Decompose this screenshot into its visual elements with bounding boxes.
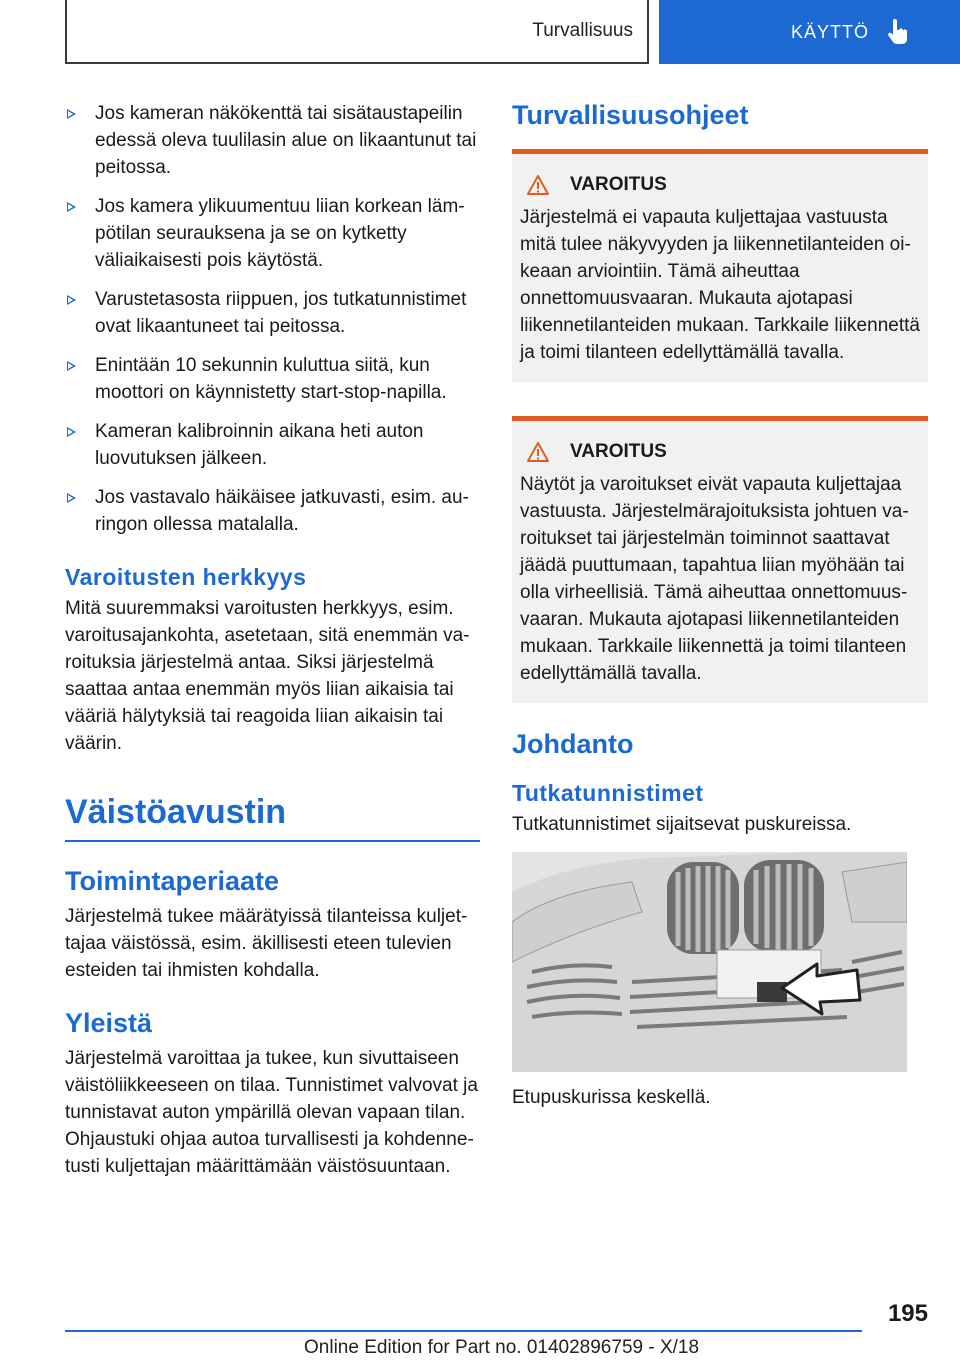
list-item: Varustetasosta riippuen, jos tutkatunnistimet ovat likaantuneet tai peitossa. [65, 286, 480, 340]
warning-title: VAROITUS [570, 174, 667, 195]
warning-text: Järjestelmä ei vapauta kuljettajaa vastuusta mitä tulee näkyvyyden ja liikennetilanteiden oikeaan arviointiin. Tämä aiheuttaa onnettomuusvaaran. Mukauta ajotapasi liikennetilanteiden mukaan. Tarkkaile liikennettä ja toimi tilanteen edellyttämällä tavalla. [520, 207, 920, 363]
main-heading: Väistöavustin [65, 793, 287, 831]
triangle-bullet-icon [67, 202, 76, 212]
condition-list [65, 100, 480, 538]
warning-text: Näytöt ja varoitukset eivät vapauta kuljettajaa vastuusta. Järjestelmärajoituksista johtuen varoitukset tai järjestelmän toiminnot saattavat jäädä puuttumaan, tapahtua liian myöhään tai olla virheellisiä. Tämä aiheuttaa onnettomuusvaaran. Mukauta ajotapasi liikennetilanteiden mukaan. Tarkkaile liikennettä ja toimi tilanteen edellyttämällä tavalla. [520, 474, 909, 684]
triangle-bullet-icon [67, 427, 76, 437]
sensitivity-text: Mitä suuremmaksi varoitusten herkkyys, esim. varoitusajankohta, asetetaan, sitä enemmän varoituksia järjestelmä antaa. Siksi järjestelmä saattaa antaa enemmän myös liian aikaisia tai vääriä hälytyksiä tai reagoida liian aikaisin tai väärin. [65, 598, 470, 754]
footer-rule [65, 1330, 862, 1332]
grille-left [667, 862, 739, 954]
section-tab [65, 0, 649, 64]
radar-heading: Tutkatunnistimet [512, 780, 704, 806]
triangle-bullet-icon [67, 295, 76, 305]
triangle-bullet-icon [67, 361, 76, 371]
warning-icon [526, 174, 550, 196]
image-caption: Etupuskurissa keskellä. [512, 1087, 711, 1108]
general-text: Järjestelmä varoittaa ja tukee, kun sivuttaiseen väistöliikkeeseen on tilaa. Tunnistimet valvovat ja tunnistavat auton ympärillä olevan vapaan tilan. Ohjaustuki ohjaa autoa turvallisesti ja kohdennetusti kuljettajan määrittämään väistösuuntaan. [65, 1048, 478, 1177]
list-item: Kameran kalibroinnin aikana heti auton luovutuksen jälkeen. [65, 418, 480, 472]
intro-heading: Johdanto [512, 729, 634, 759]
general-heading: Yleistä [65, 1008, 153, 1038]
footer-edition [304, 1337, 699, 1359]
triangle-bullet-icon [67, 493, 76, 503]
warning-icon [526, 441, 550, 463]
list-item: Enintään 10 sekunnin kuluttua siitä, kun moottori on käynnistetty start-stop-napilla. [65, 352, 480, 406]
list-item: Jos vastavalo häikäisee jatkuvasti, esim. auringon ollessa matalalla. [65, 484, 480, 538]
radar-text: Tutkatunnistimet sijaitsevat puskureissa. [512, 814, 852, 835]
section-title: Turvallisuus [532, 20, 633, 41]
sensitivity-heading: Varoitusten herkkyys [65, 564, 307, 590]
principle-heading: Toimintaperiaate [65, 866, 280, 896]
footer-edition-text: Online Edition for Part no. 01402896759 - X/18 [304, 1337, 700, 1358]
list-item: Jos kamera ylikuumentuu liian korkean lämpötilan seurauksena ja se on kytketty väliaikaisesti pois käytöstä. [65, 193, 480, 274]
chapter-tab [659, 0, 960, 64]
grille-right [744, 860, 824, 952]
principle-text: Järjestelmä tukee määrätyissä tilanteissa kuljettajaa väistössä, esim. äkillisesti eteen tulevien esteiden tai ihmisten kohdalla. [65, 906, 468, 981]
left-column [65, 100, 480, 1180]
right-column [512, 100, 928, 1111]
hand-pointer-icon [887, 19, 909, 45]
main-heading-block [65, 793, 480, 842]
warning-box [512, 416, 928, 703]
list-item: Jos kameran näkökenttä tai sisätaustapeilin edessä oleva tuulilasin alue on likaantunut tai peitossa. [65, 100, 480, 181]
chapter-title: KÄYTTÖ [791, 21, 870, 42]
warning-title: VAROITUS [570, 441, 667, 462]
front-bumper-sensor-image [512, 852, 907, 1072]
page-number: 195 [887, 1300, 928, 1327]
warning-box [512, 149, 928, 382]
triangle-bullet-icon [67, 109, 76, 119]
safety-heading: Turvallisuusohjeet [512, 100, 749, 130]
